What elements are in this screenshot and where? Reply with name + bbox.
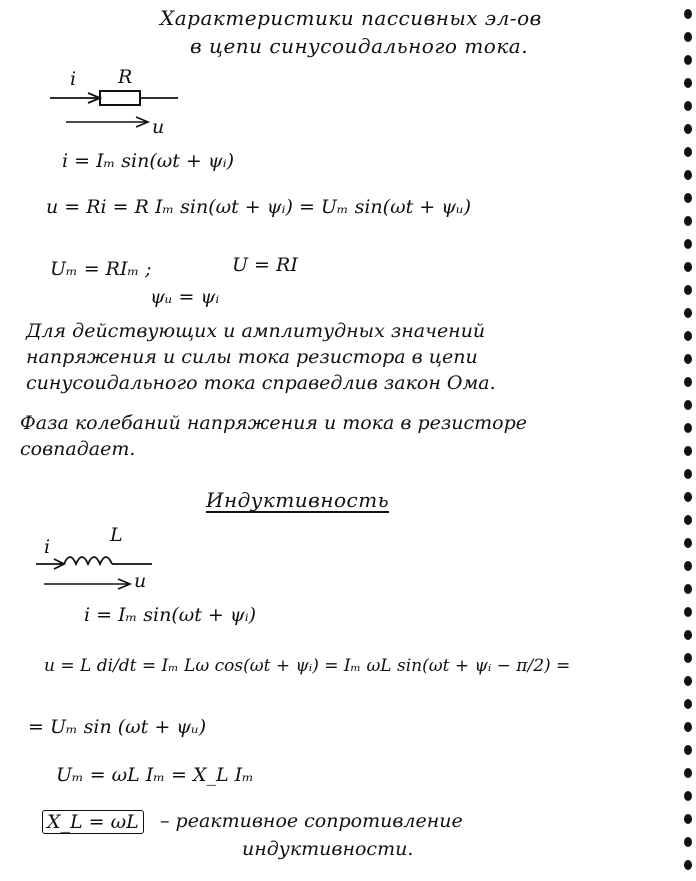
binding-hole <box>684 860 692 870</box>
resistor-note-line-3: синусоидального тока справедлив закон Ома. <box>26 372 496 394</box>
resistor-rms-equation: U = RI <box>232 254 298 276</box>
binding-hole <box>684 9 692 19</box>
binding-hole <box>684 101 692 111</box>
binding-hole <box>684 124 692 134</box>
binding-hole <box>684 492 692 502</box>
reactance-note-line-2: индуктивности. <box>242 838 414 860</box>
binding-hole <box>684 446 692 456</box>
binding-hole <box>684 837 692 847</box>
resistor-element-label: R <box>118 66 133 88</box>
binding-hole <box>684 584 692 594</box>
resistor-phase-equation: ψᵤ = ψᵢ <box>150 286 220 308</box>
binding-hole <box>684 147 692 157</box>
resistor-current-label: i <box>70 68 77 90</box>
inductor-voltage-label: u <box>134 570 147 592</box>
binding-hole <box>684 216 692 226</box>
binding-hole <box>684 515 692 525</box>
reactance-note-line-1: – реактивное сопротивление <box>160 810 463 832</box>
binding-hole <box>684 193 692 203</box>
binding-hole <box>684 561 692 571</box>
binding-hole <box>684 814 692 824</box>
binding-hole <box>684 308 692 318</box>
binding-hole <box>684 285 692 295</box>
binding-hole <box>684 722 692 732</box>
inductor-amplitude-equation: Uₘ = ωL Iₘ = X_L Iₘ <box>56 764 254 786</box>
binding-hole <box>684 630 692 640</box>
resistor-note-line-1: Для действующих и амплитудных значений <box>26 320 486 342</box>
resistor-note-line-2: напряжения и силы тока резистора в цепи <box>26 346 478 368</box>
binding-hole <box>684 377 692 387</box>
inductor-current-label: i <box>44 536 51 558</box>
inductor-current-equation: i = Iₘ sin(ωt + ψᵢ) <box>84 604 257 626</box>
binding-hole <box>684 768 692 778</box>
resistor-phase-note-line-1: Фаза колебаний напряжения и тока в резисторе <box>20 412 527 434</box>
resistor-symbol <box>100 91 140 105</box>
inductor-coil-symbol <box>64 557 112 564</box>
page-title-line-2: в цепи синусоидального тока. <box>190 34 529 58</box>
inductor-element-label: L <box>110 524 123 546</box>
binding-hole <box>684 262 692 272</box>
inductance-heading: Индуктивность <box>206 488 390 512</box>
resistor-amplitude-equation: Uₘ = RIₘ ; <box>50 258 152 280</box>
binding-hole <box>684 400 692 410</box>
binding-hole <box>684 469 692 479</box>
inductor-voltage-equation: u = L di/dt = Iₘ Lω cos(ωt + ψᵢ) = Iₘ ωL sin(ωt + ψᵢ − π/2) = <box>44 656 571 676</box>
binding-hole <box>684 78 692 88</box>
binding-hole <box>684 538 692 548</box>
binding-hole <box>684 699 692 709</box>
resistor-phase-note-line-2: совпадает. <box>20 438 136 460</box>
inductor-voltage-result: = Uₘ sin (ωt + ψᵤ) <box>28 716 207 738</box>
notebook-spiral-holes <box>678 0 696 881</box>
binding-hole <box>684 791 692 801</box>
binding-hole <box>684 331 692 341</box>
inductive-reactance-box: X_L = ωL <box>42 810 144 834</box>
binding-hole <box>684 55 692 65</box>
resistor-voltage-label: u <box>152 116 165 138</box>
resistor-circuit-diagram <box>40 70 190 140</box>
binding-hole <box>684 653 692 663</box>
binding-hole <box>684 239 692 249</box>
inductor-circuit-diagram <box>30 540 170 600</box>
page-title-line-1: Характеристики пассивных эл-ов <box>160 6 542 30</box>
binding-hole <box>684 354 692 364</box>
binding-hole <box>684 170 692 180</box>
resistor-voltage-equation: u = Ri = R Iₘ sin(ωt + ψᵢ) = Uₘ sin(ωt + ψᵤ) <box>46 196 472 218</box>
binding-hole <box>684 676 692 686</box>
binding-hole <box>684 745 692 755</box>
resistor-current-equation: i = Iₘ sin(ωt + ψᵢ) <box>62 150 235 172</box>
binding-hole <box>684 32 692 42</box>
binding-hole <box>684 607 692 617</box>
binding-hole <box>684 423 692 433</box>
